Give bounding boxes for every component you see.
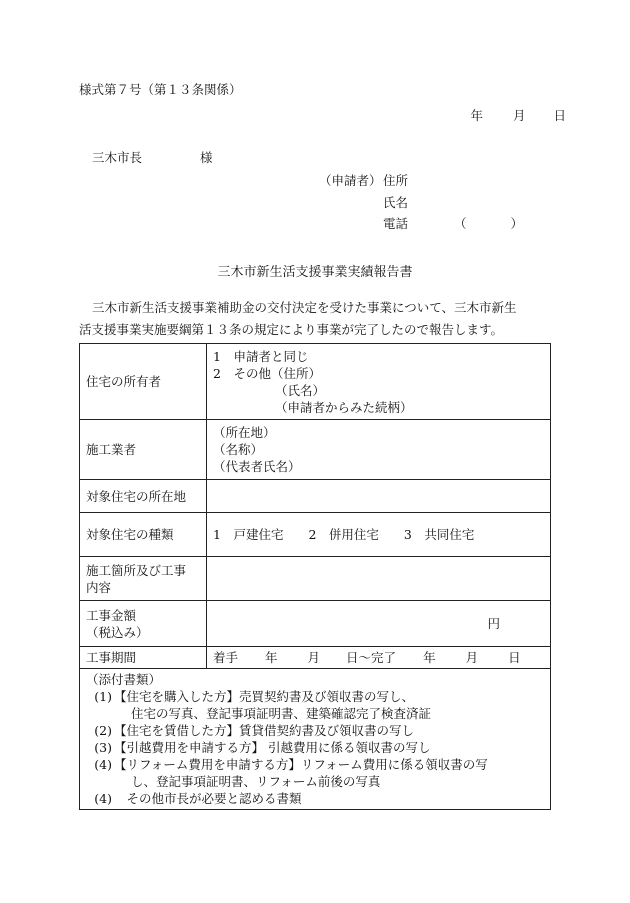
owner-line-4: （申請者からみた続柄） — [275, 399, 413, 415]
owner-label: 住宅の所有者 — [80, 344, 207, 420]
owner-line-3: （氏名） — [275, 382, 326, 398]
cost-unit: 円 — [487, 616, 500, 631]
date-month: 月 — [512, 108, 526, 123]
date-line — [470, 106, 566, 124]
intro-line-2: 活支援事業実施要綱第１３条の規定により事業が完了したので報告します。 — [79, 322, 504, 337]
contractor-label: 施工業者 — [80, 420, 207, 480]
work-scope-value — [207, 557, 551, 601]
addressee-suffix: 様 — [200, 150, 213, 165]
attachment-item: (2) 【住宅を賃借した方】賃貸借契約書及び領収書の写し — [94, 723, 415, 738]
row-attachments — [80, 669, 551, 810]
date-day: 日 — [553, 108, 566, 123]
cost-value — [207, 601, 551, 647]
attachment-item: (1) 【住宅を購入した方】売買契約書及び領収書の写し、 — [94, 689, 415, 704]
period-value — [207, 647, 551, 669]
period-start: 着手 — [213, 650, 239, 665]
form-code: 様式第７号（第１３条関係） — [79, 82, 242, 97]
housing-type-option-1: 1 戸建住宅 — [213, 527, 284, 542]
cost-label: 工事金額 （税込み） — [80, 601, 207, 647]
addressee — [92, 148, 213, 166]
housing-type-value — [207, 513, 551, 557]
period-month-1: 月 — [307, 650, 321, 665]
attachments-heading: （添付書類） — [86, 672, 162, 687]
period-day-to: 日～完了 — [346, 650, 397, 665]
intro-line-1: 三木市新生活支援事業補助金の交付決定を受けた事業について、三木市新生 — [92, 300, 517, 315]
row-period — [80, 647, 551, 669]
phone-paren-close: ） — [510, 216, 524, 231]
attachment-item-cont: し、登記事項証明書、リフォーム前後の写真 — [131, 774, 381, 789]
housing-type-option-2: 2 併用住宅 — [308, 527, 379, 542]
period-label: 工事期間 — [80, 647, 207, 669]
owner-line-2: 2 その他（住所） — [213, 365, 321, 381]
attachment-item-cont: 住宅の写真、登記事項証明書、建築確認完了検査済証 — [131, 706, 432, 721]
attachment-item: (4) その他市長が必要と認める書類 — [94, 791, 302, 806]
intro-paragraph — [79, 297, 559, 341]
contractor-line-1: （所在地） — [213, 425, 276, 440]
housing-type-option-3: 3 共同住宅 — [403, 527, 475, 542]
period-year-1: 年 — [265, 650, 278, 665]
attachment-item: (4) 【リフォーム費用を申請する方】リフォーム費用に係る領収書の写 — [94, 757, 488, 772]
owner-line-1: 1 申請者と同じ — [213, 348, 309, 364]
applicant-label: （申請者） — [319, 173, 382, 188]
location-label: 対象住宅の所在地 — [80, 480, 207, 513]
applicant-address-label: 住所 — [383, 173, 409, 188]
owner-value — [207, 344, 551, 420]
location-value — [207, 480, 551, 513]
attachments — [80, 669, 551, 810]
date-year: 年 — [470, 108, 483, 123]
document-title: 三木市新生活支援事業実績報告書 — [217, 265, 413, 280]
attachment-item: (3) 【引越費用を申請する方】 引越費用に係る領収書の写し — [94, 740, 431, 755]
contractor-line-3: （代表者氏名） — [213, 459, 301, 474]
contractor-value — [207, 420, 551, 480]
row-location — [80, 480, 551, 513]
row-cost — [80, 601, 551, 647]
period-year-2: 年 — [423, 650, 436, 665]
row-work-scope — [80, 557, 551, 601]
applicant-phone-label: 電話 — [383, 216, 409, 231]
applicant-phone — [383, 214, 523, 232]
housing-type-label: 対象住宅の種類 — [80, 513, 207, 557]
contractor-line-2: （名称） — [213, 442, 264, 457]
row-owner — [80, 344, 551, 420]
phone-paren-open: （ — [454, 216, 467, 231]
period-day: 日 — [508, 650, 521, 665]
work-scope-label: 施工箇所及び工事 内容 — [80, 557, 207, 601]
row-contractor — [80, 420, 551, 480]
report-table — [79, 343, 551, 810]
applicant-name-label: 氏名 — [383, 195, 409, 210]
row-housing-type — [80, 513, 551, 557]
addressee-name: 三木市長 — [92, 150, 143, 165]
period-month-2: 月 — [465, 650, 479, 665]
